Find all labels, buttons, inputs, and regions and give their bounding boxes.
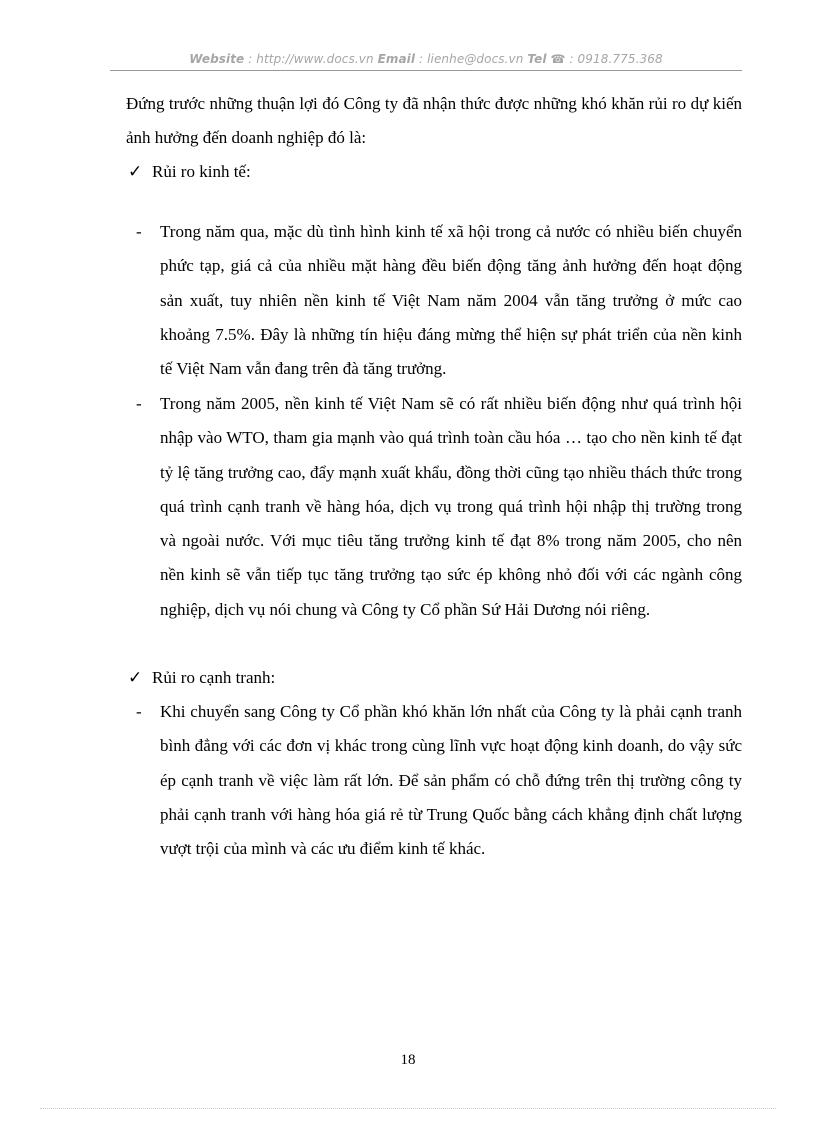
section-competition-risk [128, 661, 275, 695]
dash-bullet: - [136, 394, 142, 413]
website-value: : http://www.docs.vn [244, 52, 378, 66]
section-title: Rủi ro cạnh tranh: [152, 668, 276, 687]
list-item: Trong năm qua, mặc dù tình hình kinh tế xã hội trong cả nước có nhiều biến chuyển phức tạp, giá cả của nhiều mặt hàng đều biến động tăng ảnh hưởng đến hoạt động sản xuất, tuy nhiên nền kinh tế Việt Nam năm 2004 vẫn tăng trưởng ở mức cao khoảng 7.5%. Đây là những tín hiệu đáng mừng thể hiện sự phát triển của nền kinh tế Việt Nam vẫn đang trên đà tăng trưởng. [160, 222, 742, 379]
header-divider [110, 70, 742, 71]
section-title: Rủi ro kinh tế: [152, 162, 251, 181]
footer-divider [40, 1108, 776, 1109]
intro-paragraph: Đứng trước những thuận lợi đó Công ty đã nhận thức được những khó khăn rủi ro dự kiến ảnh hưởng đến doanh nghiệp đó là: [126, 94, 742, 148]
website-label: Website [189, 52, 245, 66]
tel-label: Tel [527, 52, 547, 66]
dash-bullet: - [136, 222, 142, 241]
checkmark-icon: ✓ [128, 162, 143, 182]
dash-bullet: - [136, 702, 142, 721]
email-value: : lienhe@docs.vn [415, 52, 528, 66]
list-item: Khi chuyển sang Công ty Cổ phần khó khăn lớn nhất của Công ty là phải cạnh tranh bình đẳng với các đơn vị khác trong cùng lĩnh vực hoạt động kinh doanh, do vậy sức ép cạnh tranh về việc làm rất lớn. Để sản phẩm có chỗ đứng trên thị trường công ty phải cạnh tranh với hàng hóa giá rẻ từ Trung Quốc bằng cách khẳng định chất lượng vượt trội của mình và các ưu điểm kinh tế khác. [160, 702, 742, 859]
list-item: Trong năm 2005, nền kinh tế Việt Nam sẽ có rất nhiều biến động như quá trình hội nhập vào WTO, tham gia mạnh vào quá trình toàn cầu hóa … tạo cho nền kinh tế đạt tỷ lệ tăng trưởng cao, đẩy mạnh xuất khẩu, đồng thời cũng tạo nhiều thách thức trong quá trình cạnh tranh về hàng hóa, dịch vụ trong quá trình hội nhập thị trường trong và ngoài nước. Với mục tiêu tăng trưởng kinh tế đạt 8% trong năm 2005, cho nên nền kinh sẽ vẫn tiếp tục tăng trưởng tạo sức ép không nhỏ đối với các ngành công nghiệp, dịch vụ nói chung và Công ty Cổ phần Sứ Hải Dương nói riêng. [160, 394, 742, 619]
checkmark-icon: ✓ [128, 668, 143, 688]
tel-value: : 0918.775.368 [565, 52, 663, 66]
phone-icon: ☎ [550, 52, 566, 66]
email-label: Email [377, 52, 416, 66]
page-header [110, 52, 742, 66]
section-economic-risk [128, 155, 251, 189]
page-number: 18 [400, 1052, 416, 1068]
